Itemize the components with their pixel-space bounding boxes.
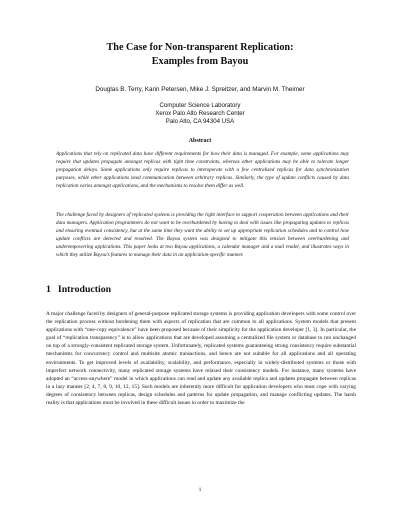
author-list: Douglas B. Terry, Karin Petersen, Mike J. Spreitzer, and Marvin M. Theimer (95, 86, 305, 93)
paper-title-line-2: Examples from Bayou (151, 56, 249, 67)
affiliation-center: Xerox Palo Alto Research Center (155, 110, 245, 117)
affiliation-lab: Computer Science Laboratory (159, 102, 241, 109)
paper-title-line-1: The Case for Non-transparent Replication: (106, 42, 294, 53)
abstract-paragraph-1: Applications that rely on replicated data have different requirements for how their data is managed. For example, some applications may require that updates propagate amongst replicas with tight time constraints, whereas other applications may be able to tolerate longer propagation delays. Some applications only require replicas to interoperate with a few centralized replicas for data synchronization purposes, while other applications need communication between arbitrary replicas. Similarly, the type of update conflicts caused by data replication varies amongst applications, and the mechanisms to resolve them differ as well. (56, 151, 349, 189)
introduction-paragraph: A major challenge faced by designers of general-purpose replicated storage systems is providing application developers with some control over the replication process without burdening them with aspects of replication that are common to all applications. System models that present applications with “one-copy equivalence” have been proposed because of their simplicity for the application developer [1, 3]. In particular, the goal of “replication transparency” is to allow applications that are developed assuming a centralized file system or database to run unchanged on top of a strongly-consistent replicated storage system. Unfortunately, replicated systems guaranteeing strong consistency require substantial mechanisms for concurrency control and multisite atomic transactions, and hence are not suitable for all applications and all operating environments. To get improved levels of availability, scalability, and performance, especially in widely-distributed systems or those with imperfect network connectivity, many replicated storage systems have relaxed their consistency models. For instance, many systems have adopted an “access-anywhere” model in which applications can read and update any available replica and updates propagate between replicas in a lazy manner [2, 4, 7, 8, 9, 10, 12, 15]. Such models are inherently more difficult for application developers who must cope with varying degrees of consistency between replicas, design schedules and patterns for update propagation, and manage conflicting updates. The harsh reality is that applications must be involved in these difficult issues in order to maximize the (46, 311, 356, 407)
section-title: Introduction (57, 284, 112, 295)
abstract-heading: Abstract (188, 138, 212, 144)
section-heading-introduction (46, 284, 111, 296)
page-number: 1 (198, 487, 202, 493)
affiliation-city: Palo Alto, CA 94304 USA (165, 118, 235, 125)
section-number: 1 (46, 284, 51, 295)
abstract-paragraph-2: The challenge faced by designers of replicated systems is providing the right interface to support cooperation between applications and their data managers. Application programmers do not want to be overburdened by having to deal with issues like propagating updates to replicas and ensuring eventual consistency, but at the same time they want the ability to set up appropriate replication schedules and to control how update conflicts are detected and resolved. The Bayou system was designed to mitigate this tension between overburdening and underempowering applications. This paper looks at two Bayou applications, a calendar manager and a mail reader, and illustrates ways in which they utilize Bayou’s features to manage their data in an application-specific manner. (56, 212, 349, 258)
